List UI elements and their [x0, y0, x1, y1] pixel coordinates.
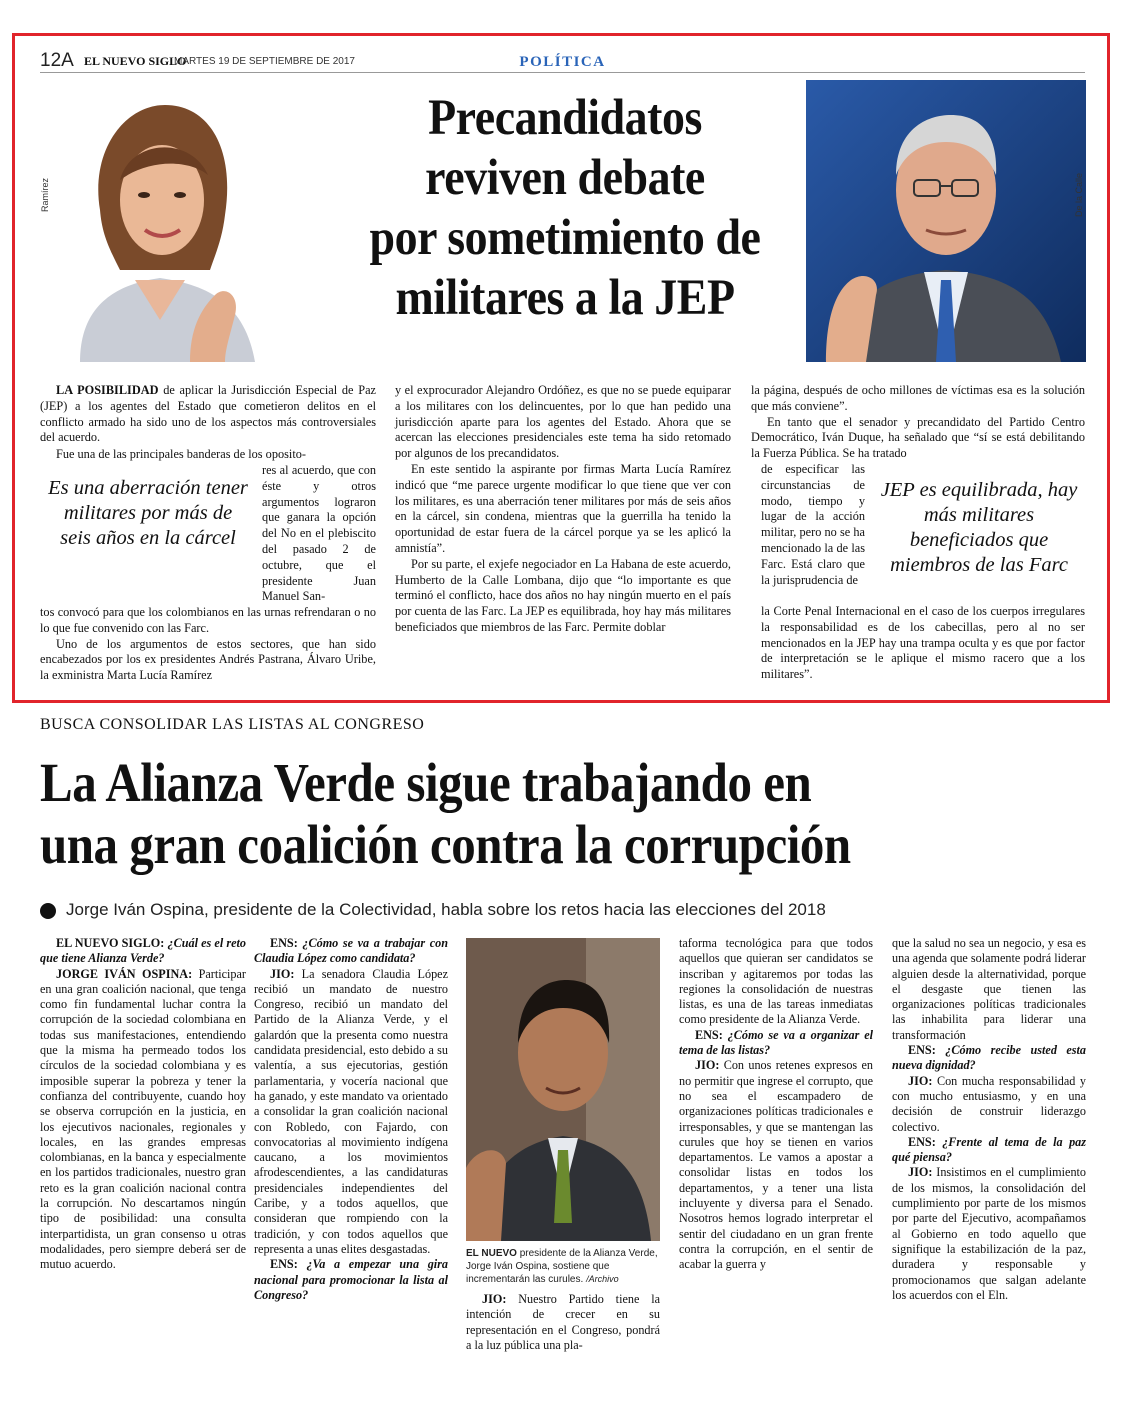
- answer: [892, 1074, 1086, 1135]
- speaker: JIO:: [908, 1165, 933, 1180]
- pull-quote-right: JEP es equilibrada, hay más militares beneficiados que miembros de las Farc: [880, 479, 1078, 576]
- story1-column-3: [751, 383, 1085, 462]
- answer-text: Insistimos en el cumplimiento de los mismos, la consolidación del cumplimiento por parte de los mismos por parte del Ejecutivo, acompañamos al Gobierno en todo aquello que signifique la estabilización de la paz, duradera y responsable y promocionamos que salgan adelante los acuerdos con el Eln.: [892, 1165, 1087, 1302]
- answer: [892, 1165, 1086, 1303]
- question: [892, 1043, 1086, 1074]
- bullet-icon: [40, 903, 56, 919]
- speaker: ENS:: [270, 936, 298, 950]
- question: [679, 1028, 873, 1059]
- paragraph: y el exprocurador Alejandro Ordóñez, es que no se puede equiparar a los militares con los delincuentes, por lo que han pedido una jurisdicción aparte para los agentes del Estado. Ahora que se acercan las elecciones presidenciales este tema ha sido retomado por algunos de los precandidatos.: [395, 383, 731, 461]
- story1-column-3-wrap: de especificar las circunstancias de modo, tiempo y lugar de la acción militar, pero no se ha mencionado la de las Farc. Está claro que la jurisprudencia de: [761, 462, 865, 587]
- photo-caption: [466, 1247, 660, 1286]
- answer: [679, 1058, 873, 1272]
- photo-credit-left: Ramírez: [40, 177, 50, 212]
- speaker: JORGE IVÁN OSPINA:: [56, 966, 193, 981]
- headline-line: La Alianza Verde sigue trabajando en: [40, 752, 812, 813]
- caption-lead: EL NUEVO: [466, 1248, 517, 1259]
- question-text: ¿Cómo se va a organizar el tema de las listas?: [679, 1027, 874, 1058]
- headline-story1: [340, 88, 790, 328]
- story2-kicker: BUSCA CONSOLIDAR LAS LISTAS AL CONGRESO: [40, 716, 425, 733]
- speaker: EL NUEVO SIGLO:: [56, 936, 165, 950]
- answer-text: Con unos retenes expresos en no permitir que ingrese el corrupto, que no sea el escampadero de organizaciones políticas tradicionales e irresponsables, y que se mantengan las curules que hoy se tienen en varios departamentos. Le vamos a apostar a consolidar listas en todos los departamentos, y a tener una lista incluyente y diversa para el Senado. Nosotros hemos logrado interpretar el sentir del ciudadano en un gran frente contra la corrupción, en el sentir de acabar la guerra y: [679, 1058, 874, 1272]
- pull-quote-left: Es una aberración tener militares por más de seis años en la cárcel: [48, 477, 248, 549]
- story1-column-1-end: [40, 605, 376, 684]
- page-number: 12A: [40, 50, 74, 71]
- story1-column-1-wrap: res al acuerdo, que con éste y otros argumentos lograron que ganara la opción del No en el plebiscito del pasado 2 de octubre, que el presidente Juan Manuel San-: [262, 463, 376, 604]
- answer: [254, 967, 448, 1258]
- question-text: ¿Frente al tema de la paz qué piensa?: [892, 1134, 1086, 1165]
- question-text: ¿Cómo se va a trabajar con Claudia López como candidata?: [254, 936, 448, 966]
- section-label: POLÍTICA: [519, 54, 606, 70]
- answer-text: La senadora Claudia López recibió un mandato de nuestro Congreso, recibió un mandato del Partido de la Alianza Verde, y el galardón que la presenta como nuestra candidata presidencial, esto debido a su valentía, a sus ejecutorias, gestión parlamentaria, y vocería nacional que ha ganado, y este mandato va orientado a consolidar la gran coalición nacional con Robledo, con Fajardo, con convocatorias al movimiento indígena caucano, a los movimientos afrodescendientes, a las candidaturas presidenciales independientes del Caribe, y a todos aquellos, que consideran que rompiendo con la tradición, y con todos aquellos que representa a unas elites desgastadas.: [254, 966, 448, 1256]
- question: [254, 936, 448, 967]
- story2-column-4: [679, 936, 873, 1273]
- speaker: ENS:: [908, 1134, 936, 1149]
- paragraph: Uno de los argumentos de estos sectores, que han sido encabezados por los ex presidentes Andrés Pastrana, Álvaro Uribe, la exministra Marta Lucía Ramírez: [40, 636, 376, 683]
- answer-text: Nuestro Partido tiene la intención de crecer en su representación en el Congreso, pondrá a la luz pública una pla-: [466, 1292, 660, 1352]
- photo-credit: /Archivo: [586, 1274, 619, 1284]
- paragraph: En este sentido la aspirante por firmas Marta Lucía Ramírez indicó que “me parece urgente modificar lo que tiene que ver con los militares, es una aberración tener militares por más de seis años en la cárcel, sin condena, mientras que la guerrilla ha tenido la oportunidad de estar fuera de la cárcel porque ya se les aplicó la amnistía”.: [395, 461, 731, 555]
- headline-line: una gran coalición contra la corrupción: [40, 814, 851, 875]
- portrait-man-image: [806, 80, 1086, 362]
- headline-story2: [40, 752, 983, 876]
- answer-text: Participar en una gran coalición nacional, que tenga como fin fundamental luchar contra la corrupción de la sociedad colombiana en todas sus manifestaciones, entendiendo que la misma ha permeado todos los círculos de la sociedad colombiana y es imposible superar la pobreza y tener la confianza del contribuyente, cuando hoy se observa corrupción en la justicia, en los ejecutivos nacionales, regionales y locales, en las grandes empresas colombianas, en la banca y especialmente en los partidos tradicionales, nuestro gran reto es la gran coalición nacional contra la corrupción. No descartamos ningún tipo de posibilidad: una consulta interpartidista, un gran consenso u otras modalidades, pero siempre deberá ser de mutuo acuerdo.: [40, 966, 246, 1272]
- question: [254, 1257, 448, 1303]
- story2-column-1: [40, 936, 246, 1273]
- speaker: JIO:: [482, 1292, 507, 1306]
- portrait-ospina-image: [466, 938, 660, 1241]
- speaker: JIO:: [908, 1073, 933, 1088]
- paragraph-text: de aplicar la Jurisdicción Especial de Paz (JEP) a los agentes del Estado que cometieron delitos en el conflicto armado ha sido uno de los aspectos más controversiales del acuerdo.: [40, 383, 377, 445]
- question-text: ¿Va a empezar una gira nacional para promocionar la lista al Congreso?: [254, 1257, 449, 1302]
- paragraph: taforma tecnológica para que todos aquellos que quieran ser candidatos se inscriban y agitaremos por todas las regiones la consolidación de nuestras listas, es una de las tareas inmediatas como presidente de la Alianza Verde.: [679, 936, 873, 1027]
- question: [892, 1135, 1086, 1166]
- portrait-woman-image: [40, 80, 278, 362]
- paragraph: En tanto que el senador y precandidato del Partido Centro Democrático, Iván Duque, ha señalado que “sí se está debilitando la Fuerza Pública. Se ha tratado: [751, 414, 1085, 461]
- speaker: ENS:: [908, 1043, 936, 1058]
- answer-text: Con mucha responsabilidad y con mucho entusiasmo, y en una decisión de construir liderazgo colectivo.: [892, 1073, 1087, 1134]
- newspaper-name: EL NUEVO SIGLO: [84, 54, 187, 68]
- answer: [466, 1292, 660, 1353]
- photo-ospina: [466, 938, 660, 1241]
- paragraph: que la salud no sea un negocio, y esa es una agenda que solamente podrá liderar alguien desde la alternatividad, porque el desgaste que tienen las organizaciones políticas tradicionales las inhabilita para liderar una transformación: [892, 936, 1086, 1042]
- headline-line: militares a la JEP: [395, 270, 735, 326]
- speaker: JIO:: [695, 1058, 720, 1073]
- lead-in: LA POSIBILIDAD: [56, 383, 159, 397]
- photo-ramirez: [40, 80, 278, 362]
- headline-line: por sometimiento de: [369, 210, 761, 266]
- caption-text: presidente de la Alianza Verde, Jorge Iván Ospina, sostiene que incrementarán las curules.: [466, 1248, 658, 1285]
- story2-column-5: [892, 936, 1086, 1303]
- headline-line: reviven debate: [425, 150, 705, 206]
- story1-column-2: [395, 383, 731, 636]
- answer: [40, 967, 246, 1273]
- question: [40, 936, 246, 967]
- paragraph: la página, después de ocho millones de víctimas esa es la solución que más conviene”.: [751, 383, 1085, 413]
- paragraph: [40, 383, 376, 446]
- header-rule: [40, 72, 1085, 73]
- photo-credit-right: De la Calle: [1074, 172, 1084, 217]
- speaker: JIO:: [270, 966, 295, 981]
- issue-date: MARTES 19 DE SEPTIEMBRE DE 2017: [174, 56, 355, 67]
- paragraph: Por su parte, el exjefe negociador en La Habana de este acuerdo, Humberto de la Calle Lombana, dijo que “lo importante es que terminó el conflicto, hace dos años no hay ningún muerto en el país por cuenta de las Farc. La JEP es equilibrada, hoy hay más militares beneficiados que miembros de las Farc. Permite doblar: [395, 556, 731, 634]
- photo-de-la-calle: [806, 80, 1086, 362]
- question-text: ¿Cómo recibe usted esta nueva dignidad?: [892, 1043, 1087, 1073]
- story2-column-3: [466, 1292, 660, 1353]
- story2-deck: Jorge Iván Ospina, presidente de la Colectividad, habla sobre los retos hacia las elecciones del 2018: [66, 900, 826, 919]
- story1-column-3-end: la Corte Penal Internacional en el caso de los cuerpos irregulares la responsabilidad es de los cabecillas, pero al no ser mencionados en la JEP hay una trampa oculta y es que por factor de interpretación se le aplique el mismo racero que a los militares”.: [761, 604, 1085, 682]
- speaker: ENS:: [270, 1257, 298, 1272]
- headline-line: Precandidatos: [428, 90, 702, 146]
- story1-column-1: [40, 383, 376, 446]
- speaker: ENS:: [695, 1027, 723, 1042]
- story2-column-2: [254, 936, 448, 1303]
- paragraph: tos convocó para que los colombianos en las urnas refrendaran o no lo que fue convenido con las Farc.: [40, 605, 376, 635]
- paragraph: Fue una de las principales banderas de los oposito-: [56, 447, 306, 461]
- question-text: ¿Cuál es el reto que tiene Alianza Verde?: [40, 936, 246, 966]
